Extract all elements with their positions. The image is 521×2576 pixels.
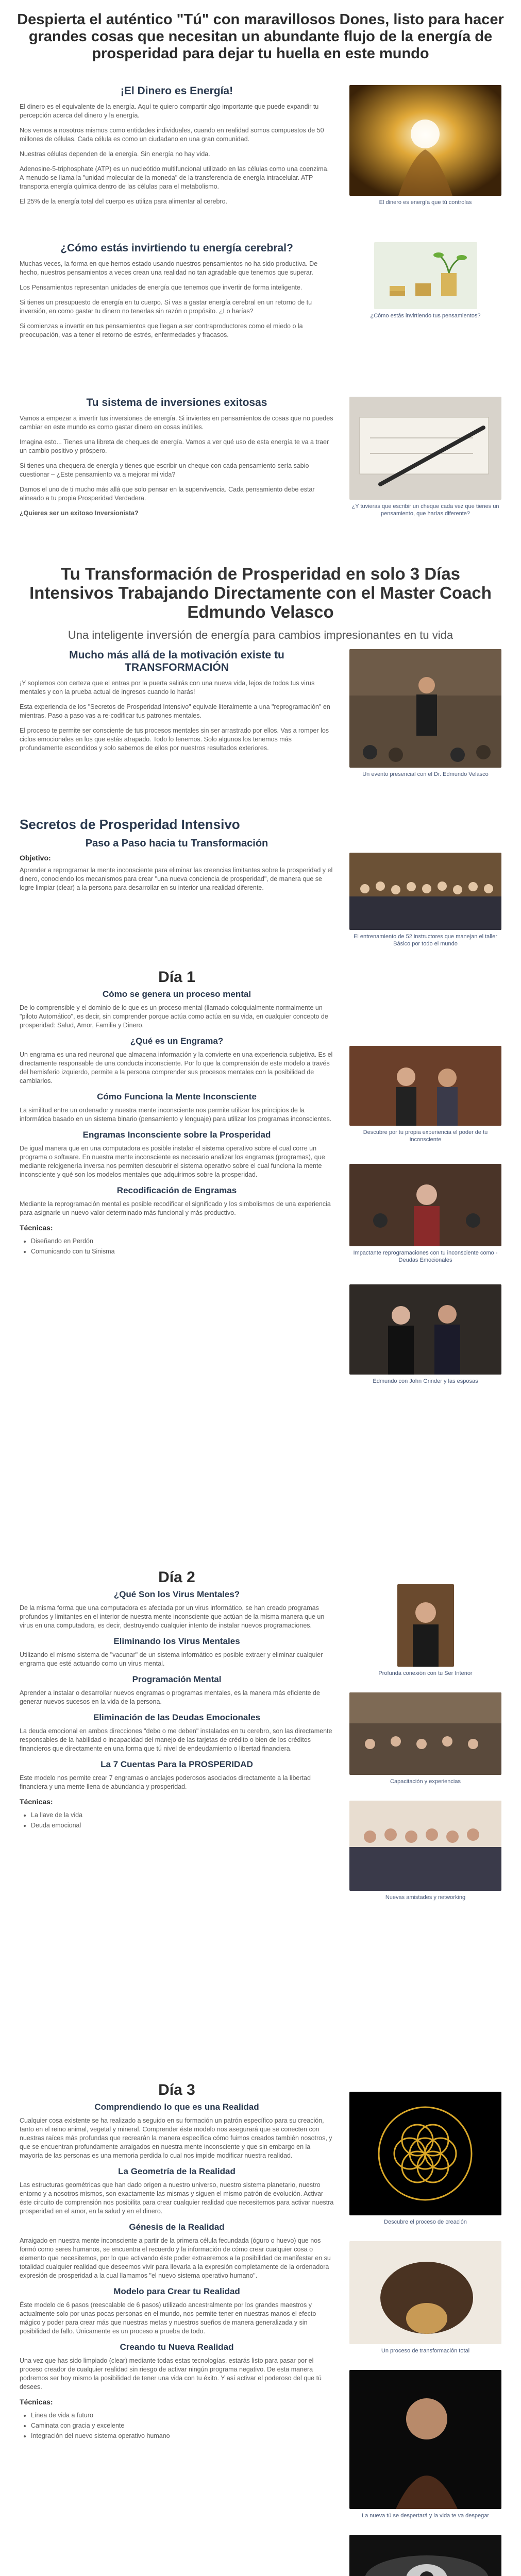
techniques-list	[20, 1236, 334, 1257]
day2-section	[20, 1569, 501, 2043]
paragraph: Utilizando el mismo sistema de "vacunar" de un sistema informático es posible extraer y eliminar cualquier engrama que esté actuando como un virus mental.	[20, 1651, 323, 1667]
day3-heading: Génesis de la Realidad	[129, 2222, 225, 2232]
motivation-heading: Mucho más allá de la motivación existe tu TRANSFORMACIÓN	[69, 649, 284, 673]
paragraph: Los Pensamientos representan unidades de energía que tenemos que invertir de forma inteligente.	[20, 284, 302, 291]
paragraph: El dinero es el equivalente de la energía. Aquí te quiero compartir algo importante que puede expandir tu percepción acerca del dinero y la energía.	[20, 103, 319, 119]
paragraph: Si comienzas a invertir en tus pensamientos que llegan a ser contraproductores como el miedo o la preocupación, vas a tener el retorno de estrés, enfermedades y fracasos.	[20, 323, 303, 338]
money-energy-text	[20, 85, 334, 212]
brain-energy-section	[20, 242, 501, 371]
day3-label: Día 3	[158, 2081, 195, 2098]
paragraph: Si tienes un presupuesto de energía en tu cuerpo. Si vas a gastar energía cerebral en un retorno de tu inversión, en como gastar tu dinero no tenerlas sin razón o propósito. ¿Lo harías?	[20, 299, 312, 315]
day3-image	[349, 2370, 501, 2509]
day1-heading: Engramas Inconsciente sobre la Prosperidad	[82, 1130, 271, 1140]
technique-item: • La llave de la vida	[31, 1810, 334, 1820]
intensive-subtitle: Paso a Paso hacia tu Transformación	[85, 838, 268, 849]
paragraph: Muchas veces, la forma en que hemos estado usando nuestros pensamientos no ha sido productiva. De hecho, nuestros pensamientos a veces crean una realidad no tan agradable que tenemos que superar.	[20, 260, 318, 276]
technique-item: • Comunicando con tu Sinisma	[31, 1246, 334, 1257]
day2-heading: Eliminando los Virus Mentales	[113, 1636, 240, 1646]
figure-caption: Capacitación y experiencias	[390, 1778, 461, 1785]
figure-caption: ¿Cómo estás invirtiendo tus pensamientos?	[370, 313, 481, 319]
paragraph: El proceso te permite ser consciente de tus procesos mentales sin ser arrastrado por ellos. Vas a romper los ciclos emocionales en los que estás atrapado. Todo lo tenemos. Solo algunos los tenemos más profundamente escondidos y solo sabemos de ellos por nuestros resultados exteriores.	[20, 727, 329, 752]
day3-section	[20, 2081, 501, 2576]
checkbook-pen-image	[349, 397, 501, 500]
figure-caption: Un proceso de transformación total	[381, 2348, 470, 2354]
paragraph: Éste modelo de 6 pasos (reescalable de 6 pasos) utilizado ancestralmente por los grandes maestros y actualmente solo por unas pocas personas en el mundo, nos permite tener en nuestras manos el efecto mágico y poder para crear más que nuestras metas y nuestros sueños de manera generalizada y sin posibilidad de fallo. Únicamente es un proceso a prueba de todo.	[20, 2301, 316, 2335]
figure-caption: Un evento presencial con el Dr. Edmundo Velasco	[362, 771, 489, 777]
hero-title: Despierta el auténtico "Tú" con maravillosos Dones, listo para hacer grandes cosas que necesitan un abundante flujo de la energía de prosperidad para dejar tu huella en este mundo	[17, 11, 504, 62]
paragraph: Nuestras células dependen de la energía. Sin energía no hay vida.	[20, 150, 210, 158]
day2-image	[349, 1692, 501, 1775]
paragraph: Imagina esto... Tienes una libreta de cheques de energía. Vamos a ver qué uso de esta energía te va a traer un cambio positivo y próspero.	[20, 438, 329, 454]
paragraph: Nos vemos a nosotros mismos como entidades individuales, cuando en realidad somos compuestos de 50 millones de células. Cada célula es como un ciudadano en una gran comunidad.	[20, 127, 324, 143]
investment-figure	[349, 397, 501, 517]
paragraph: ¡Y soplemos con certeza que el entras por la puerta salirás con una nueva vida, lejos de todos tus virus mentales y con la prueba actual de ingresos cuando lo harás!	[20, 680, 315, 696]
paragraph: Si tienes una chequera de energía y tienes que escribir un cheque con cada pensamiento sería sabio cuestionar – ¿Este pensamiento va a mejorar mi vida?	[20, 462, 309, 478]
figure-caption: ¿Y tuvieras que escribir un cheque cada vez que tienes un pensamiento, que harías diferente?	[351, 503, 499, 517]
day1-image	[349, 1164, 501, 1246]
figure-caption: Edmundo con John Grinder y las esposas	[373, 1378, 478, 1384]
figure-caption: El entrenamiento de 52 instructores que manejan el taller Básico por todo el mundo	[354, 934, 497, 947]
paragraph: Cualquier cosa existente se ha realizado a seguido en su formación un patrón específico para su creación, tanto en el reino animal, vegetal y mineral. Comprender éste modelo nos asegurará que se conecten con nuestras raíces más profundas que recrearán la manera específica cómo fuimos creados también nosotros, y que se encuentran profundamente arraigados en nuestra mente inconsciente y que sin embargo en la mayoría de las personas es una memoria perdida lo cual nos impide modificar nuestra realidad.	[20, 2117, 332, 2159]
brain-energy-heading: ¿Cómo estás invirtiendo tu energía cerebral?	[60, 242, 293, 254]
paragraph: Arraigado en nuestra mente inconsciente a partir de la primera célula fecundada (óguro o huevo) que nos formó como seres humanos, se encuentra el recuerdo y la información de cómo crear cualquier cosa o elemento que necesitemos, por lo que activando éste poder extraeremos a la posibilidad de manifestar en su totalidad cualquier realidad que deseemos vivir para llevarla a la expresión completamente de la ordenadora expresión de prosperidad a la cual llamamos "el nuevo sistema operativo humano".	[20, 2237, 331, 2279]
transformation-title: Tu Transformación de Prosperidad en solo 3 Días Intensivos Trabajando Directamente con el Master Coach Edmundo Velasco	[29, 564, 492, 621]
transformation-subtitle: Una inteligente inversión de energía para cambios impresionantes en tu vida	[68, 629, 453, 641]
figure-caption: Descubre por tu propia experiencia el poder de tu inconsciente	[363, 1129, 488, 1143]
figure-caption: El dinero es energía que tú controlas	[379, 199, 472, 206]
motivation-figure	[349, 649, 501, 778]
technique-item: • Línea de vida a futuro	[31, 2410, 334, 2420]
day2-heading: Eliminación de las Deudas Emocionales	[93, 1713, 261, 1722]
intensive-figure	[349, 853, 501, 947]
day1-heading: ¿Qué es un Engrama?	[130, 1036, 224, 1046]
day2-label: Día 2	[158, 1569, 195, 1586]
brain-energy-figure	[349, 242, 501, 319]
day3-heading: Creando tu Nueva Realidad	[120, 2342, 234, 2352]
day2-figures	[349, 1584, 501, 1901]
day3-figures	[349, 2092, 501, 2576]
techniques-label: Técnicas:	[20, 2398, 53, 2406]
day3-image	[349, 2241, 501, 2344]
day1-label: Día 1	[158, 969, 195, 986]
paragraph: La similitud entre un ordenador y nuestra mente inconsciente nos permite utilizar los principios de la informática basado en un sistema binario (pensamiento y lenguaje) para utilizar los programas inconscientes.	[20, 1107, 332, 1123]
day2-text	[20, 1569, 334, 1837]
paragraph: El 25% de la energía total del cuerpo es utiliza para alimentar al cerebro.	[20, 198, 228, 205]
techniques-list	[20, 1810, 334, 1831]
day1-section	[20, 969, 501, 1530]
intensive-text	[20, 817, 334, 899]
day1-figures	[349, 1046, 501, 1385]
day3-heading: La Geometría de la Realidad	[118, 2166, 236, 2176]
energy-light-image	[349, 85, 501, 196]
technique-item: • Integración del nuevo sistema operativo humano	[31, 2431, 334, 2441]
day2-image	[349, 1801, 501, 1891]
day1-image	[349, 1284, 501, 1375]
paragraph: Un engrama es una red neuronal que almacena información y la convierte en una experiencia subjetiva. Es el directamente responsable de una conducta inconsciente. Por lo que la comprensión de este modelo a través del hemisferio izquierdo, permite a la persona comprender sus procesos mentales con la posibilidad de cambiarlos.	[20, 1051, 333, 1084]
paragraph: De lo comprensible y el dominio de lo que es un proceso mental (llamado coloquialmente normalmente un "piloto Automático", es decir, sin comprender porque actúa como actúa en su vida, en cualquier concepto de prosperidad: Salud, Amor, Familia y Dinero.	[20, 1004, 328, 1029]
paragraph: Aprender a instalar o desarrollar nuevos engramas o programas mentales, es la manera más eficiente de generar nuevos sucesos en la vida de la persona.	[20, 1689, 320, 1705]
money-energy-section	[20, 85, 501, 214]
figure-caption: Profunda conexión con tu Ser Interior	[378, 1670, 473, 1676]
speaker-event-image	[349, 649, 501, 768]
day3-text	[20, 2081, 334, 2447]
paragraph: Una vez que has sido limpiado (clear) mediante todas estas tecnologías, estarás listo para pasar por el proceso creador de cualquier realidad sin riesgo de activar ningún programa negativo. De esta manera podremos ser hoy mismo la posibilidad de tener una vida con tu éxito. Y así activar el poderoso del que tú desees.	[20, 2357, 322, 2391]
day1-heading: Recodificación de Engramas	[116, 1185, 237, 1195]
day3-heading: Modelo para Crear tu Realidad	[113, 2286, 240, 2296]
technique-item: • Caminata con gracia y excelente	[31, 2420, 334, 2431]
techniques-label: Técnicas:	[20, 1798, 53, 1806]
transformation-title-section	[20, 564, 501, 641]
day1-heading: Cómo se genera un proceso mental	[102, 989, 251, 999]
figure-caption: Impactante reprogramaciones con tu inconsciente como - Deudas Emocionales	[353, 1250, 498, 1263]
group-photo-image	[349, 853, 501, 930]
day3-image	[349, 2535, 501, 2576]
money-energy-figure	[349, 85, 501, 206]
paragraph: Vamos a empezar a invertir tus inversiones de energía. Si inviertes en pensamientos de cosas que no puedes cambiar en este mundo es como gastar dinero en cosas inútiles.	[20, 415, 333, 431]
paragraph: De la misma forma que una computadora es afectada por un virus informático, se han creado programas profundos y limitantes en el interior de nuestra mente inconsciente que actúan de la misma manera que un virus en una computadora, es decir, destruyendo cualquier intento de instalar nuevos programaciones.	[20, 1604, 325, 1629]
figure-caption: Nuevas amistades y networking	[385, 1894, 466, 1901]
day2-heading: La 7 Cuentas Para la PROSPERIDAD	[100, 1759, 253, 1769]
paragraph: De igual manera que en una computadora es posible instalar el sistema operativo sobre el cual corre un programa o software. En nuestra mente inconsciente es necesario analizar los engramas (programas), que mediante relojgenería inversa nos permiten descubrir el sistema operativo sobre el cual funciona la mente inconsciente y qué son los modelos mentales que adquirimos sobre la prosperidad.	[20, 1145, 325, 1178]
techniques-list	[20, 2410, 334, 2441]
day2-heading: ¿Qué Son los Virus Mentales?	[113, 1589, 240, 1599]
figure-caption: Descubre el proceso de creación	[384, 2219, 467, 2225]
day2-image	[397, 1584, 454, 1667]
investment-section	[20, 397, 501, 531]
day1-heading: Cómo Funciona la Mente Inconsciente	[97, 1092, 257, 1101]
intensive-section	[20, 817, 501, 961]
motivation-section	[20, 649, 501, 799]
technique-item: • Diseñando en Perdón	[31, 1236, 334, 1246]
investment-text	[20, 397, 334, 524]
investment-question: ¿Quieres ser un exitoso Inversionista?	[20, 510, 139, 517]
coins-plant-image	[374, 242, 477, 309]
brain-energy-text	[20, 242, 334, 346]
paragraph: Mediante la reprogramación mental es posible recodificar el significado y los simbolismos de una experiencia para asignarle un nuevo valor determinado más funcional y más productivo.	[20, 1200, 331, 1216]
paragraph: Esta experiencia de los "Secretos de Prosperidad Intensivo" equivale literalmente a una "reprogramación" en mientras. Paso a paso vas a re-codificar tus patrones mentales.	[20, 703, 330, 719]
flower-of-life-image	[349, 2092, 501, 2215]
paragraph: Este modelo nos permite crear 7 engramas o anclajes poderosos asociados directamente a la libertad financiera y una mente llena de abundancia y prosperidad.	[20, 1774, 311, 1790]
day2-heading: Programación Mental	[132, 1674, 222, 1684]
money-energy-heading: ¡El Dinero es Energía!	[120, 85, 233, 97]
objective-text: Aprender a reprogramar la mente inconsciente para eliminar las creencias limitantes sobre la prosperidad y el dinero, conociendo los mecanismos para crear "una nueva conciencia de prosperidad", de manera que se logre limpiar (clear) a la persona para desarrollar en su interior una realidad diferente.	[20, 867, 333, 891]
paragraph: La deuda emocional en ambos direcciones "debo o me deben" instalados en tu cerebro, son las directamente responsables de la habilidad o incapacidad del manejo de las tarjetas de crédito o bien de los créditos financieros que directamente en una forma que tú nivel de endeudamiento o libertad financiera.	[20, 1727, 332, 1752]
paragraph: Damos el uno de ti mucho más allá que solo pensar en la supervivencia. Cada pensamiento debe estar alineado a tu propia Prosperidad Verdadera.	[20, 486, 315, 502]
technique-item: • Deuda emocional	[31, 1820, 334, 1831]
paragraph: Adenosine-5-triphosphate (ATP) es un nucleótido multifuncional utilizado en las células como una coenzima. A menudo se llama la "unidad molecular de la moneda" de la transferencia de energía intracelular. ATP transporta energía química dentro de las células para el metabolismo.	[20, 165, 329, 190]
day1-text	[20, 969, 334, 1263]
objective-label: Objetivo:	[20, 854, 51, 862]
day3-heading: Comprendiendo lo que es una Realidad	[94, 2102, 259, 2112]
day1-image	[349, 1046, 501, 1126]
intensive-title: Secretos de Prosperidad Intensivo	[20, 817, 240, 832]
investment-heading: Tu sistema de inversiones exitosas	[86, 397, 267, 409]
paragraph: Las estructuras geométricas que han dado origen a nuestro universo, nuestro sistema planetario, nuestro entorno y a nosotros mismos, son exactamente las mismas y siguen el mismo patrón de evolución. Activar éste circuito de comprensión nos posibilita para crear cualquier realidad que necesitemos para activar nuestra prosperidad en el amor, en la salud y en el dinero.	[20, 2181, 334, 2215]
figure-caption: La nueva tú se despertará y la vida te va despegar	[361, 2513, 490, 2519]
motivation-text	[20, 649, 334, 759]
techniques-label: Técnicas:	[20, 1224, 53, 1232]
